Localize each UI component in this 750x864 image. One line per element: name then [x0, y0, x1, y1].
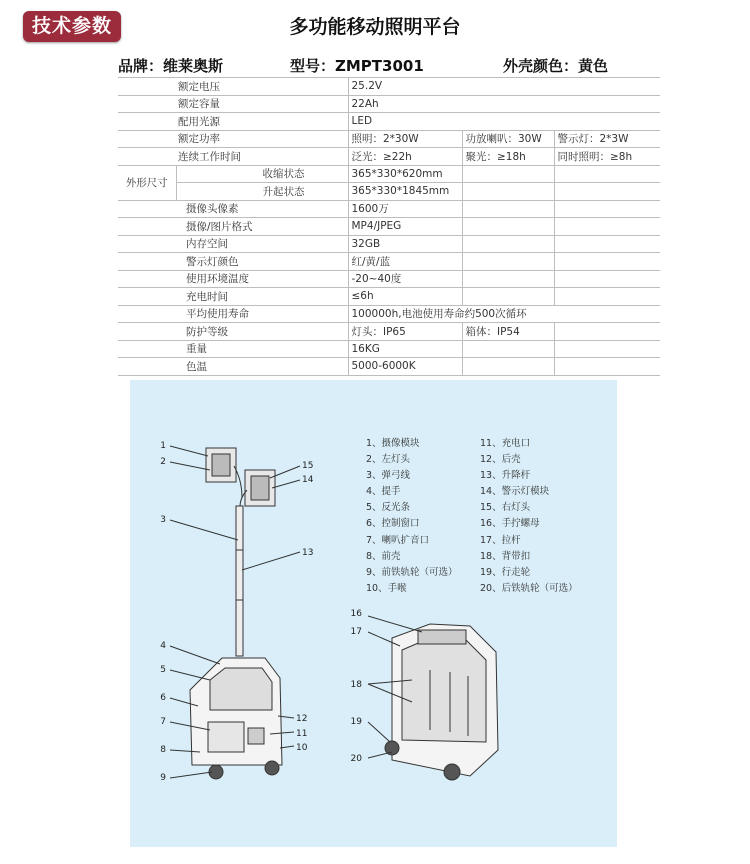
legend-item: 20、后铁轨轮（可选） [480, 582, 578, 594]
spec-value: 照明：2*30W [348, 130, 462, 148]
shell-color-label: 外壳颜色：黄色 [503, 57, 609, 75]
table-row [118, 218, 660, 236]
spec-value: MP4/JPEG [348, 218, 462, 236]
spec-value: ≤6h [348, 288, 462, 306]
table-row [118, 358, 660, 376]
spec-label: 重量 [118, 340, 348, 358]
spec-value: 32GB [348, 235, 462, 253]
spec-label: 额定电压 [118, 78, 348, 96]
legend-item: 6、控制窗口 [366, 518, 420, 530]
callout-label: 12 [296, 714, 308, 724]
spec-label: 外形尺寸 [118, 165, 176, 200]
legend-item: 8、前壳 [366, 550, 401, 562]
callout-label: 2 [160, 457, 166, 467]
control-window [208, 722, 244, 752]
legend-item: 7、喇叭扩音口 [366, 534, 430, 546]
model-label: 型号：ZMPT3001 [290, 57, 424, 75]
spec-value: 365*330*1845mm [348, 183, 462, 201]
callout-label: 11 [296, 729, 308, 739]
callout-label: 16 [350, 609, 362, 619]
spec-label: 配用光源 [118, 113, 348, 131]
callout-label: 19 [350, 717, 362, 727]
legend-item: 15、右灯头 [480, 502, 531, 514]
callout-label: 8 [160, 745, 166, 755]
table-row [118, 305, 660, 323]
table-row [118, 165, 660, 183]
table-row [118, 288, 660, 306]
spec-value: 红/黄/蓝 [348, 253, 462, 271]
legend-item: 19、行走轮 [480, 566, 531, 578]
legend-item: 12、后壳 [480, 454, 521, 466]
table-row [118, 270, 660, 288]
spec-value: 功放喇叭：30W [462, 130, 554, 148]
spec-label: 平均使用寿命 [118, 305, 348, 323]
spec-value: 灯头：IP65 [348, 323, 462, 341]
legend-right [480, 436, 578, 597]
callout-label: 6 [160, 693, 166, 703]
spec-table [118, 77, 660, 376]
spec-value: LED [348, 113, 660, 131]
table-row [118, 95, 660, 113]
spec-label: 额定功率 [118, 130, 348, 148]
spec-label: 防护等级 [118, 323, 348, 341]
spec-label: 色温 [118, 358, 348, 376]
spec-value: 聚光：≥18h [462, 148, 554, 166]
spec-value: 5000-6000K [348, 358, 462, 376]
spec-value: 警示灯：2*3W [554, 130, 660, 148]
callout-label: 20 [350, 754, 362, 764]
spec-label: 连续工作时间 [118, 148, 348, 166]
callout-label: 10 [296, 743, 308, 753]
callout-label: 17 [350, 627, 362, 637]
callout-label: 1 [160, 441, 166, 451]
page-title: 多功能移动照明平台 [289, 16, 461, 38]
legend-item: 1、摄像模块 [366, 438, 420, 449]
tech-params-badge: 技术参数 [23, 11, 121, 42]
legend-item: 18、背带扣 [480, 550, 531, 562]
table-row [118, 183, 660, 201]
legend-item: 11、充电口 [480, 438, 531, 449]
legend-item: 4、提手 [366, 486, 401, 498]
table-row [118, 253, 660, 271]
callout-label: 5 [160, 665, 166, 675]
table-row [118, 340, 660, 358]
spec-sublabel: 升起状态 [176, 183, 348, 201]
legend-left [366, 436, 458, 597]
table-row [118, 148, 660, 166]
spec-value: 100000h,电池使用寿命约500次循环 [348, 305, 660, 323]
legend-item: 16、手拧螺母 [480, 518, 540, 530]
spec-label: 充电时间 [118, 288, 348, 306]
spec-value: 泛光：≥22h [348, 148, 462, 166]
callout-label: 4 [160, 641, 166, 651]
legend-item: 17、拉杆 [480, 534, 521, 546]
legend-item: 9、前铁轨轮（可选） [366, 566, 458, 578]
legend-item: 2、左灯头 [366, 454, 411, 466]
spec-label: 额定容量 [118, 95, 348, 113]
table-row [118, 323, 660, 341]
spec-value: -20~40度 [348, 270, 462, 288]
spec-label: 摄像头像素 [118, 200, 348, 218]
callout-label: 7 [160, 717, 166, 727]
callout-label: 3 [160, 515, 166, 525]
pull-rod [418, 630, 466, 644]
spec-label: 警示灯颜色 [118, 253, 348, 271]
spec-value: 1600万 [348, 200, 462, 218]
table-row [118, 113, 660, 131]
callout-label: 15 [302, 461, 314, 471]
table-row [118, 200, 660, 218]
legend-item: 14、警示灯模块 [480, 486, 550, 498]
callout-label: 18 [350, 680, 362, 690]
brand-label: 品牌：维莱奥斯 [118, 57, 224, 75]
legend-item: 5、反光条 [366, 502, 411, 514]
spec-value: 22Ah [348, 95, 660, 113]
spec-sublabel: 收缩状态 [176, 165, 348, 183]
spec-label: 摄像/图片格式 [118, 218, 348, 236]
callout-label: 14 [302, 475, 314, 485]
legend-item: 10、手喉 [366, 582, 407, 594]
lift-pole [236, 506, 243, 656]
legend-item: 3、弹弓线 [366, 470, 411, 482]
spec-value: 箱体：IP54 [462, 323, 554, 341]
spec-label: 使用环境温度 [118, 270, 348, 288]
product-diagram-panel [130, 380, 617, 847]
spec-label: 内存空间 [118, 235, 348, 253]
table-row [118, 235, 660, 253]
callout-label: 13 [302, 548, 314, 558]
table-row [118, 130, 660, 148]
spec-value: 25.2V [348, 78, 660, 96]
spec-value: 16KG [348, 340, 462, 358]
spec-value: 365*330*620mm [348, 165, 462, 183]
spec-value: 同时照明：≥8h [554, 148, 660, 166]
table-row [118, 78, 660, 96]
legend-item: 13、升降杆 [480, 470, 531, 482]
callout-label: 9 [160, 773, 166, 783]
